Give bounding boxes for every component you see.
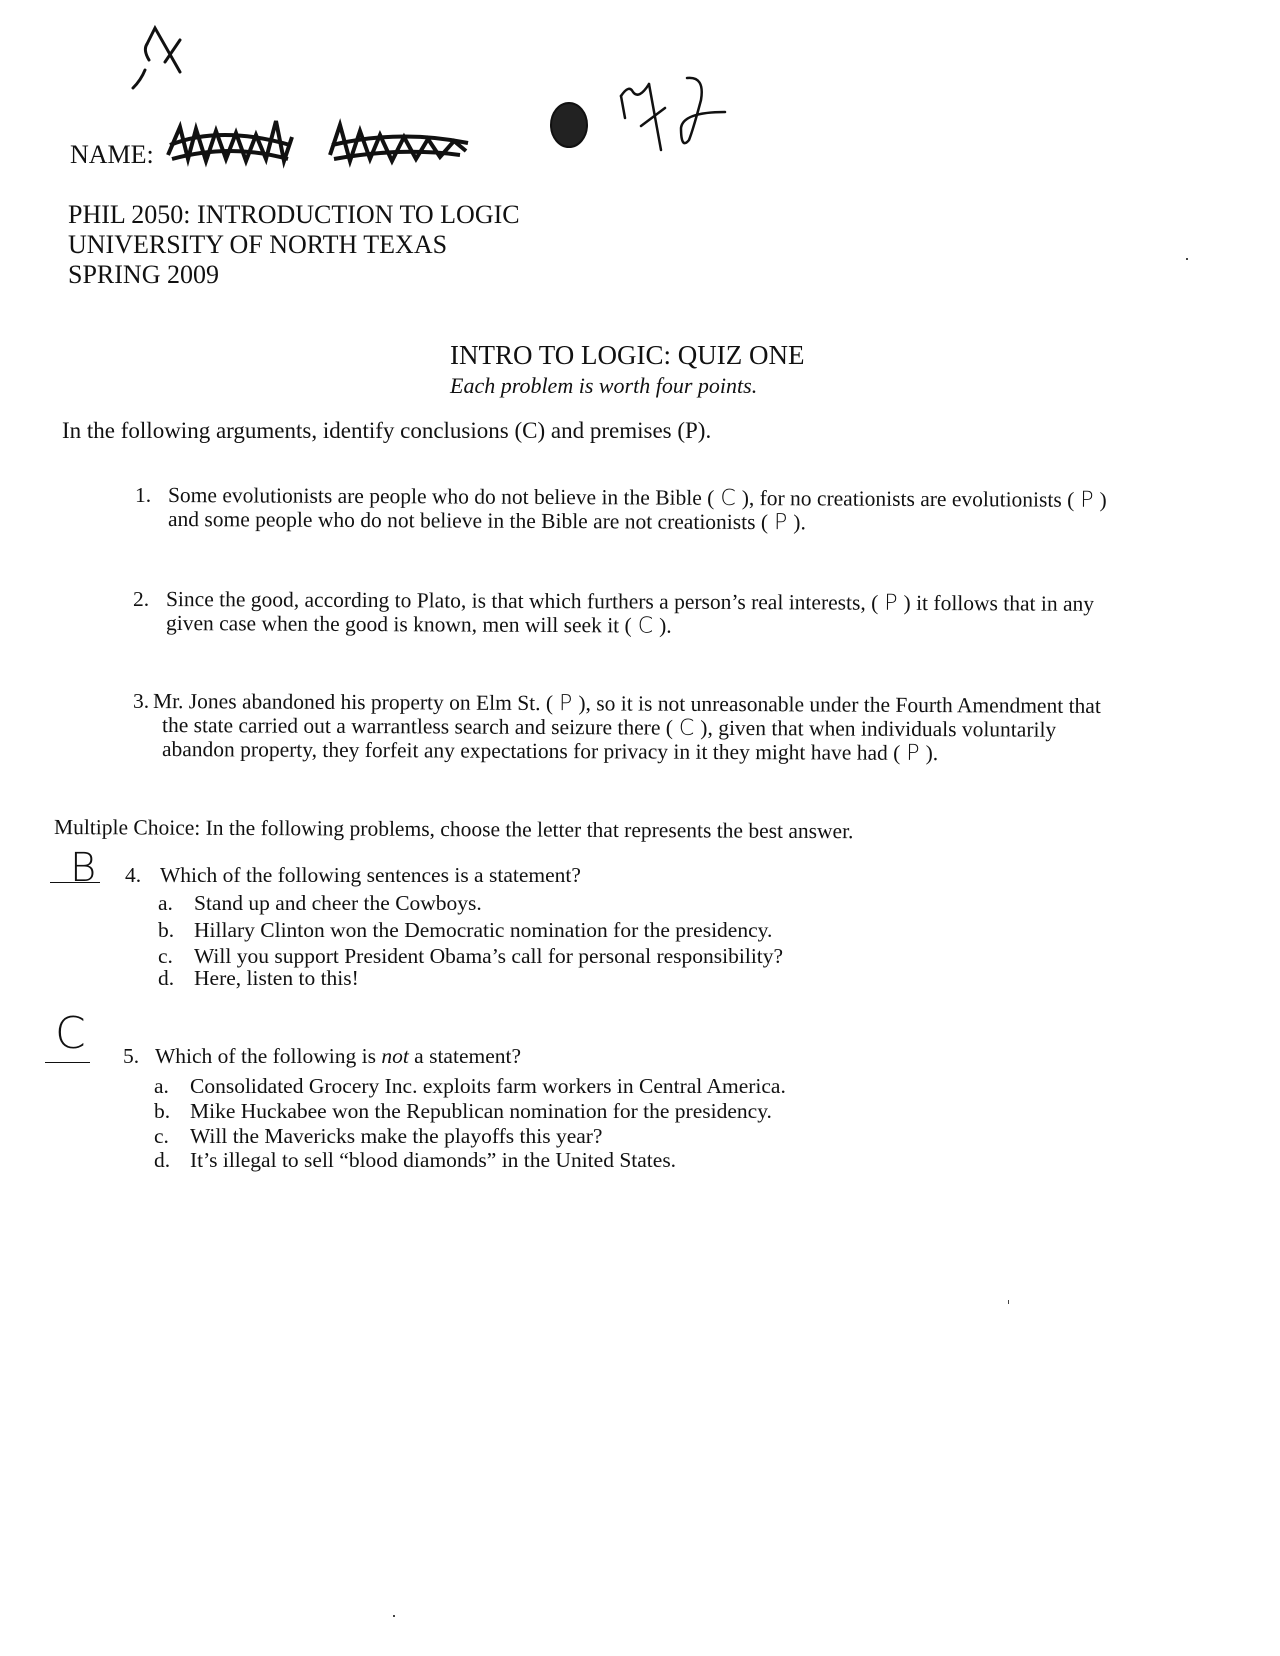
problem-line: and some people who do not believe in the Bible are not creationists ( P ). xyxy=(167,507,806,536)
problem-number: 1. xyxy=(135,483,152,507)
handwritten-top-mark xyxy=(125,20,205,100)
option-c: c. Will you support President Obama’s call for personal responsibility? xyxy=(158,944,784,968)
semester: SPRING 2009 xyxy=(68,260,219,289)
problem-number: 2. xyxy=(133,587,150,611)
question-number: 4. xyxy=(125,863,142,887)
name-label: NAME: xyxy=(70,140,154,169)
problem-line: Some evolutionists are people who do not believe in the Bible ( C ), for no creationists are evolutionists ( P ) xyxy=(167,483,1107,513)
course-title: PHIL 2050: INTRODUCTION TO LOGIC xyxy=(68,200,520,229)
answer-field[interactable]: P xyxy=(884,590,898,616)
university-name: UNIVERSITY OF NORTH TEXAS xyxy=(68,230,448,259)
option-d: d. It’s illegal to sell “blood diamonds” in the United States. xyxy=(154,1148,677,1172)
problem-line: the state carried out a warrantless search and seizure there ( C ), given that when individuals voluntarily xyxy=(161,713,1057,742)
answer-field[interactable]: C xyxy=(637,613,654,639)
answer-field[interactable]: P xyxy=(773,510,788,536)
question-prompt: Which of the following is not a statement? xyxy=(155,1044,522,1068)
answer-blank-line xyxy=(45,1062,90,1063)
question-prompt: Which of the following sentences is a statement? xyxy=(160,863,581,887)
handwritten-answer[interactable]: B xyxy=(70,845,97,891)
scan-speck xyxy=(1186,258,1188,260)
handwritten-score-mark xyxy=(615,70,735,160)
problem-line: Mr. Jones abandoned his property on Elm St. ( P ), so it is not unreasonable under the Fourth Amendment that xyxy=(152,689,1101,718)
option-b: b. Hillary Clinton won the Democratic nomination for the presidency. xyxy=(158,918,773,942)
problem-line: abandon property, they forfeit any expectations for privacy in it they might have had ( P ). xyxy=(161,737,939,766)
problem-number: 3. xyxy=(133,689,150,713)
option-b: b. Mike Huckabee won the Republican nomination for the presidency. xyxy=(154,1099,772,1123)
answer-field[interactable]: P xyxy=(906,740,920,766)
problem-line: Since the good, according to Plato, is that which furthers a person’s real interests, ( P ) it follows that in any xyxy=(165,587,1095,616)
quiz-subtitle: Each problem is worth four points. xyxy=(450,373,758,398)
option-a: a. Stand up and cheer the Cowboys. xyxy=(158,891,482,915)
scan-speck xyxy=(1008,1300,1009,1304)
option-a: a. Consolidated Grocery Inc. exploits farm workers in Central America. xyxy=(154,1074,786,1098)
redacted-name-scribble xyxy=(160,115,480,175)
handwritten-answer[interactable]: C xyxy=(55,1008,86,1059)
answer-blank-line xyxy=(50,882,100,883)
problem-line: given case when the good is known, men will seek it ( C ). xyxy=(165,611,672,639)
question-number: 5. xyxy=(123,1044,140,1068)
answer-field[interactable]: P xyxy=(559,691,573,717)
option-c: c. Will the Mavericks make the playoffs this year? xyxy=(154,1124,603,1148)
section2-instructions: Multiple Choice: In the following problems, choose the letter that represents the best answer. xyxy=(53,815,854,844)
answer-field[interactable]: C xyxy=(678,715,695,741)
answer-field[interactable]: C xyxy=(720,485,736,511)
answer-field[interactable]: P xyxy=(1080,487,1094,513)
option-d: d. Here, listen to this! xyxy=(158,966,359,990)
section1-instructions: In the following arguments, identify conclusions (C) and premises (P). xyxy=(62,418,712,443)
scan-speck xyxy=(393,1615,395,1617)
scribbled-circle-mark xyxy=(545,95,595,155)
quiz-title: INTRO TO LOGIC: QUIZ ONE xyxy=(450,340,805,370)
